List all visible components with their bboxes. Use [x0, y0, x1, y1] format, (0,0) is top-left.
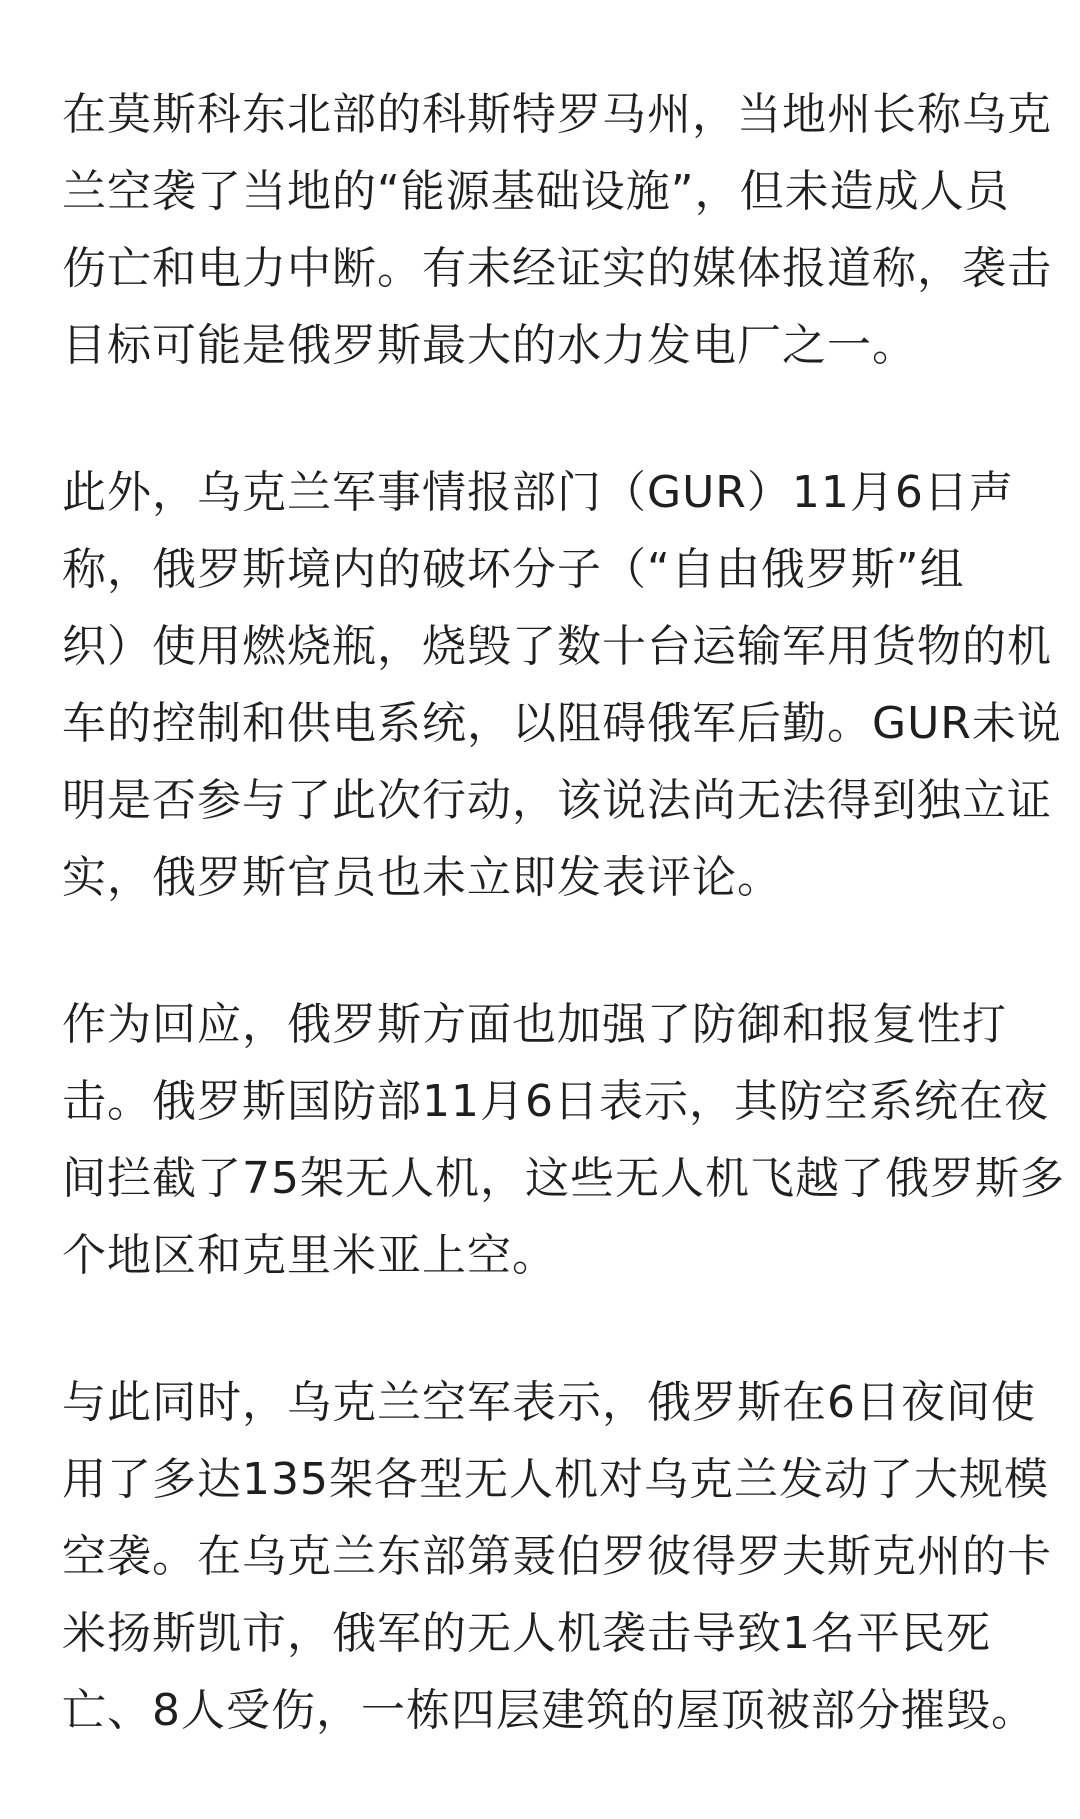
text-line: 此外，乌克兰军事情报部门（GUR）11月6日声	[62, 467, 1014, 518]
text-line: 作为回应，俄罗斯方面也加强了防御和报复性打	[62, 999, 1007, 1050]
text-line: 击。俄罗斯国防部11月6日表示，其防空系统在夜	[62, 1076, 1049, 1127]
text-line: 兰空袭了当地的“能源基础设施”，但未造成人员	[62, 166, 1010, 217]
text-line: 伤亡和电力中断。有未经证实的媒体报道称，袭击	[62, 243, 1052, 294]
paragraph-4	[62, 1364, 1052, 1749]
text-line: 目标可能是俄罗斯最大的水力发电厂之一。	[62, 320, 917, 371]
text-line: 亡、8人受伤，一栋四层建筑的屋顶被部分摧毁。	[62, 1685, 1036, 1736]
paragraph-2	[62, 454, 1062, 916]
article-body	[62, 76, 1065, 1819]
text-line: 间拦截了75架无人机，这些无人机飞越了俄罗斯多	[62, 1153, 1065, 1204]
text-line: 与此同时，乌克兰空军表示，俄罗斯在6日夜间使	[62, 1377, 1036, 1428]
text-line: 车的控制和供电系统，以阻碍俄军后勤。GUR未说	[62, 698, 1062, 749]
text-line: 用了多达135架各型无人机对乌克兰发动了大规模	[62, 1454, 1049, 1505]
text-line: 明是否参与了此次行动，该说法尚无法得到独立证	[62, 775, 1052, 826]
text-line: 织）使用燃烧瓶，烧毁了数十台运输军用货物的机	[62, 621, 1052, 672]
text-line: 个地区和克里米亚上空。	[62, 1230, 557, 1281]
paragraph-1	[62, 76, 1052, 384]
text-line: 实，俄罗斯官员也未立即发表评论。	[62, 852, 782, 903]
text-line: 在莫斯科东北部的科斯特罗马州，当地州长称乌克	[62, 89, 1052, 140]
text-line: 米扬斯凯市，俄军的无人机袭击导致1名平民死	[62, 1608, 991, 1659]
paragraph-3	[62, 986, 1065, 1294]
text-line: 空袭。在乌克兰东部第聂伯罗彼得罗夫斯克州的卡	[62, 1531, 1052, 1582]
text-line: 称，俄罗斯境内的破坏分子（“自由俄罗斯”组	[62, 544, 965, 595]
